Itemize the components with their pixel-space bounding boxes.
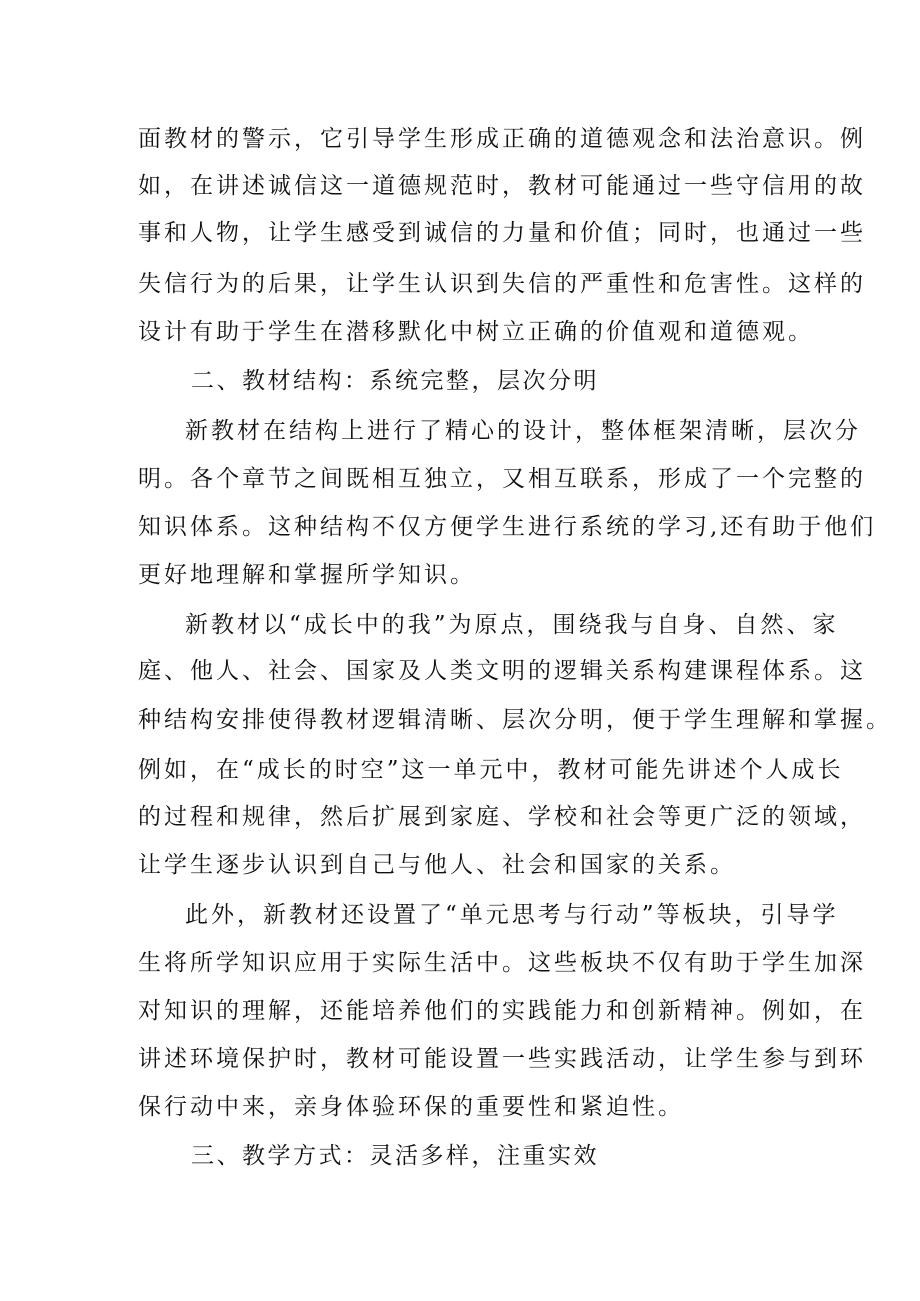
paragraph-line: 此外，新教材还设置了“单元思考与行动”等板块，引导学: [185, 902, 839, 928]
paragraph-line: 设计有助于学生在潜移默化中树立正确的价值观和道德观。: [138, 319, 814, 345]
section-heading-3: 三、教学方式：灵活多样，注重实效: [191, 1143, 599, 1169]
paragraph-line: 新教材在结构上进行了精心的设计，整体框架清晰，层次分: [185, 418, 861, 444]
paragraph-line: 事和人物，让学生感受到诚信的力量和价值；同时，也通过一些: [138, 220, 866, 246]
paragraph-line: 更好地理解和掌握所学知识。: [138, 562, 476, 588]
paragraph-line: 新教材以“成长中的我”为原点，围绕我与自身、自然、家: [185, 612, 839, 638]
paragraph-line: 知识体系。这种结构不仅方便学生进行系统的学习,还有助于他们: [138, 514, 877, 540]
paragraph-line: 例如，在“成长的时空”这一单元中，教材可能先讲述个人成长: [138, 757, 844, 783]
paragraph-line: 让学生逐步认识到自己与他人、社会和国家的关系。: [138, 852, 736, 878]
paragraph-line: 明。各个章节之间既相互独立，又相互联系，形成了一个完整的: [138, 466, 866, 492]
paragraph-line: 种结构安排使得教材逻辑清晰、层次分明，便于学生理解和掌握。: [138, 707, 892, 733]
paragraph-line: 保行动中来，亲身体验环保的重要性和紧迫性。: [138, 1094, 684, 1120]
paragraph-line: 讲述环境保护时，教材可能设置一些实践活动，让学生参与到环: [138, 1046, 866, 1072]
paragraph-line: 如，在讲述诚信这一道德规范时，教材可能通过一些守信用的故: [138, 173, 866, 199]
paragraph-line: 庭、他人、社会、国家及人类文明的逻辑关系构建课程体系。这: [138, 658, 866, 684]
paragraph-line: 对知识的理解，还能培养他们的实践能力和创新精神。例如，在: [138, 998, 866, 1024]
paragraph-line: 生将所学知识应用于实际生活中。这些板块不仅有助于学生加深: [138, 950, 866, 976]
paragraph-line: 失信行为的后果，让学生认识到失信的严重性和危害性。这样的: [138, 271, 866, 297]
section-heading-2: 二、教材结构：系统完整，层次分明: [191, 368, 599, 394]
paragraph-line: 面教材的警示，它引导学生形成正确的道德观念和法治意识。例: [138, 126, 866, 152]
paragraph-line: 的过程和规律，然后扩展到家庭、学校和社会等更广泛的领域，: [138, 804, 866, 830]
